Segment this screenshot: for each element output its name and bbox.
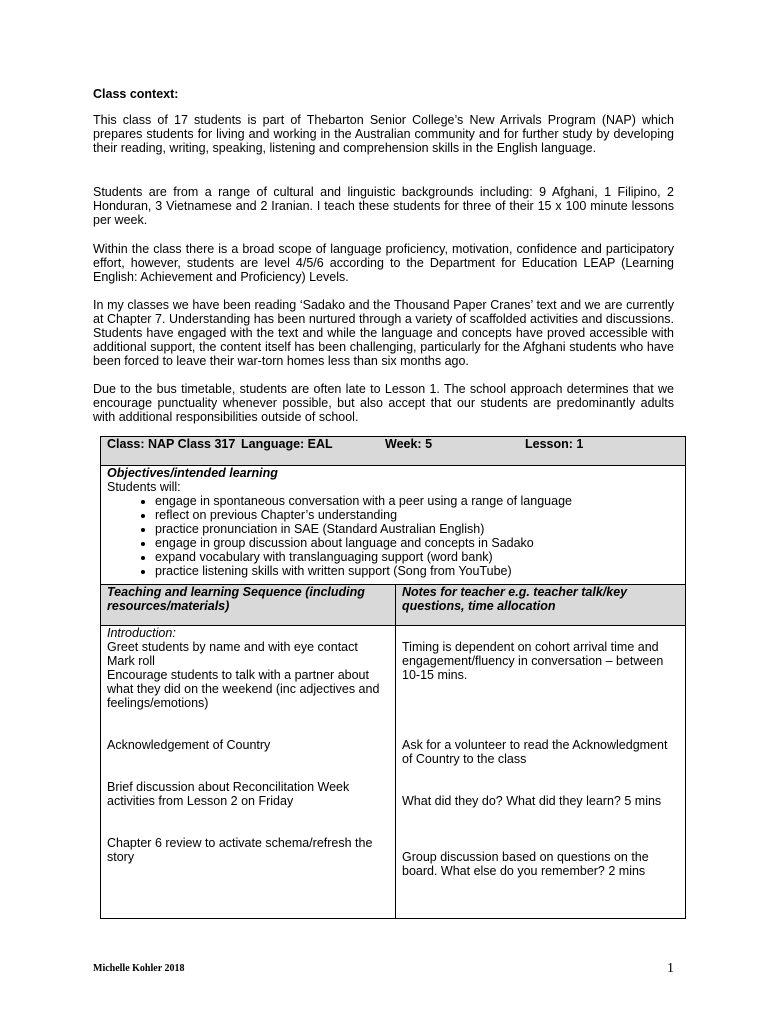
class-context-heading: Class context: (93, 87, 179, 101)
sequence-left-cell (101, 626, 396, 919)
lesson-label: Lesson: 1 (525, 437, 584, 451)
objectives-intro: Students will: (107, 480, 181, 494)
reconciliation-note: What did they do? What did they learn? 5 mins (402, 794, 662, 808)
list-item: • practice pronunciation in SAE (Standard Australian English) (155, 522, 679, 536)
group-discussion-note: Group discussion based on questions on the board. What else do you remember? 2 mins (402, 850, 649, 878)
context-paragraph-1: This class of 17 students is part of Thebarton Senior College’s New Arrivals Program (NAP) which prepares students for living and working in the Australian community and for further study by developing their reading, writing, speaking, listening and comprehension skills in the English language. (93, 113, 674, 155)
sequence-header-left: Teaching and learning Sequence (including resources/materials) (101, 585, 396, 626)
list-item: • engage in spontaneous conversation with a peer using a range of language (155, 494, 679, 508)
language-label: Language: EAL (241, 437, 333, 451)
objectives-list (107, 494, 679, 578)
objectives-row (101, 466, 686, 585)
table-header-row (101, 437, 686, 466)
context-paragraph-4: In my classes we have been reading ‘Sadako and the Thousand Paper Cranes’ text and we are currently at Chapter 7. Understanding has been nurtured through a variety of scaffolded activities and discussions. Students have engaged with the text and while the language and concepts have proved accessible with additional support, the content itself has been challenging, particularly for the Afghani students who have been forced to leave their war-torn homes less than six months ago. (93, 298, 674, 368)
context-paragraph-3: Within the class there is a broad scope of language proficiency, motivation, confidence and participatory effort, however, students are level 4/5/6 according to the Department for Education LEAP (Learning English: Achievement and Proficiency) Levels. (93, 242, 674, 284)
greet-students-text: Greet students by name and with eye contact (107, 640, 358, 654)
class-label: Class: NAP Class 317 (107, 437, 236, 451)
timing-note: Timing is dependent on cohort arrival time and engagement/fluency in conversation – between 10-15 mins. (402, 640, 664, 682)
reconciliation-text: Brief discussion about Reconcilitation Week activities from Lesson 2 on Friday (107, 780, 350, 808)
sequence-header-right: Notes for teacher e.g. teacher talk/key questions, time allocation (396, 585, 686, 626)
list-item: • reflect on previous Chapter’s understanding (155, 508, 679, 522)
objectives-title: Objectives/intended learning (107, 466, 278, 480)
page-number: 1 (667, 961, 674, 976)
week-label: Week: 5 (385, 437, 433, 451)
introduction-label: Introduction: (107, 626, 176, 640)
acknowledgement-text: Acknowledgement of Country (107, 738, 271, 752)
lesson-info-cell (101, 437, 686, 466)
mark-roll-text: Mark roll (107, 654, 155, 668)
list-item: • expand vocabulary with translanguaging support (word bank) (155, 550, 679, 564)
list-item: • practice listening skills with written support (Song from YouTube) (155, 564, 679, 578)
list-item: • engage in group discussion about language and concepts in Sadako (155, 536, 679, 550)
footer-author: Michelle Kohler 2018 (93, 963, 185, 974)
context-paragraph-5: Due to the bus timetable, students are often late to Lesson 1. The school approach determines that we encourage punctuality whenever possible, but also accept that our students are predominantly adults with additional responsibilities outside of school. (93, 382, 674, 424)
volunteer-note: Ask for a volunteer to read the Acknowledgment of Country to the class (402, 738, 668, 766)
sequence-body-row (101, 626, 686, 919)
lesson-plan-table (100, 436, 686, 919)
partner-talk-text: Encourage students to talk with a partner about what they did on the weekend (inc adjectives and feelings/emotions) (107, 668, 380, 710)
sequence-header-row (101, 585, 686, 626)
sequence-right-cell (396, 626, 686, 919)
chapter-review-text: Chapter 6 review to activate schema/refresh the story (107, 836, 373, 864)
context-paragraph-2: Students are from a range of cultural and linguistic backgrounds including: 9 Afghani, 1 Filipino, 2 Honduran, 3 Vietnamese and 2 Iranian. I teach these students for three of their 15 x 100 minute lessons per week. (93, 185, 674, 227)
objectives-cell (101, 466, 686, 585)
